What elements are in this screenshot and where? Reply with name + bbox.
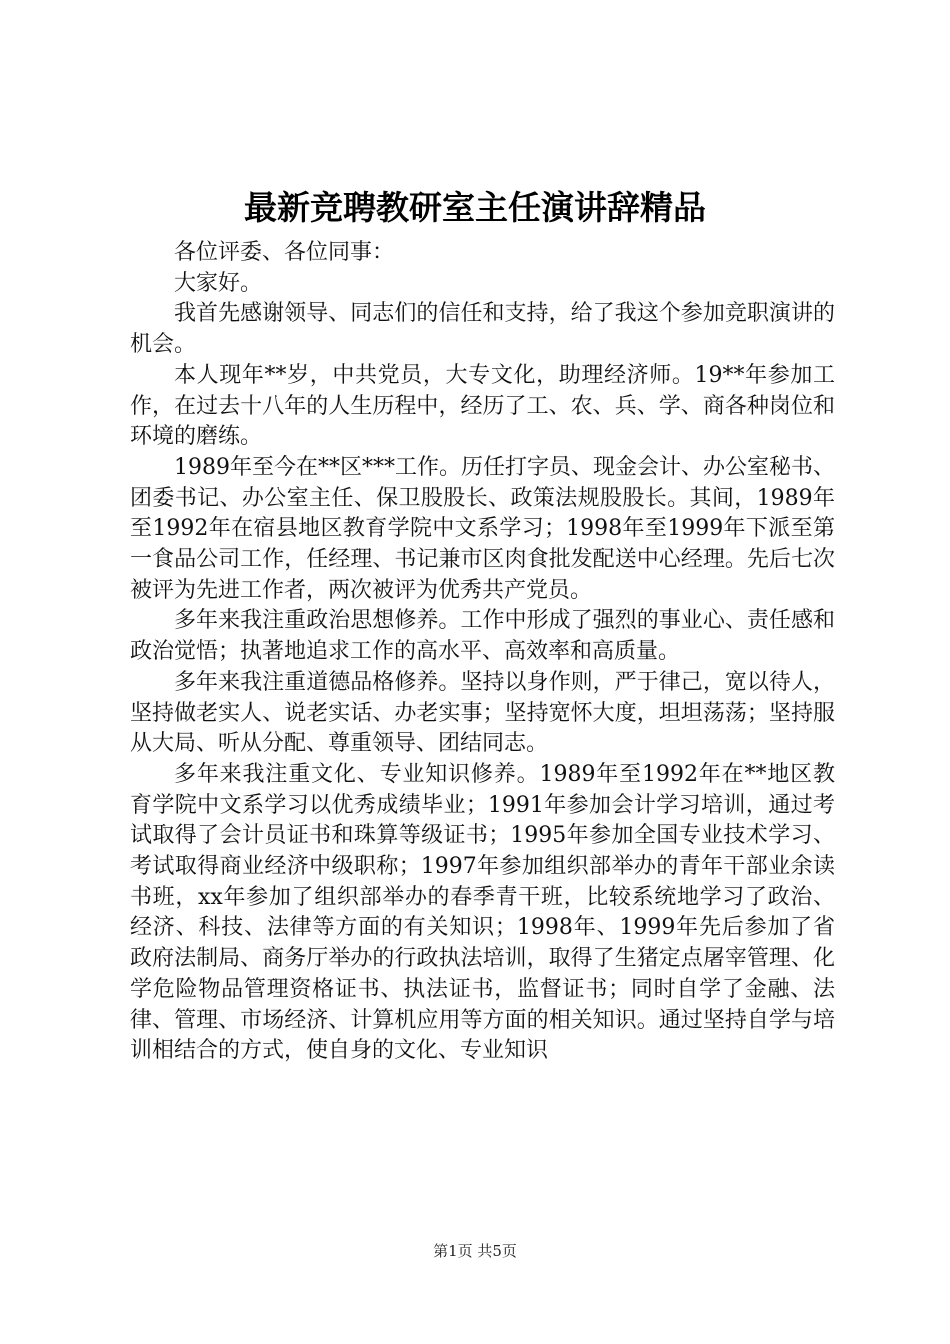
paragraph: 多年来我注重政治思想修养。工作中形成了强烈的事业心、责任感和政治觉悟；执著地追求工作的高水平、高效率和高质量。 <box>130 608 835 665</box>
document-body <box>130 238 835 1067</box>
paragraph: 1989年至今在**区***工作。历任打字员、现金会计、办公室秘书、团委书记、办公室主任、保卫股股长、政策法规股股长。其间，1989年至1992年在宿县地区教育学院中文系学习；1998年至1999年下派至第一食品公司工作，任经理、书记兼市区肉食批发配送中心经理。先后七次被评为先进工作者，两次被评为优秀共产党员。 <box>130 454 835 603</box>
paragraph: 我首先感谢领导、同志们的信任和支持，给了我这个参加竞职演讲的机会。 <box>130 301 835 358</box>
paragraph: 各位评委、各位同事： <box>174 240 395 265</box>
paragraph: 大家好。 <box>174 270 263 296</box>
paragraph: 本人现年**岁，中共党员，大专文化，助理经济师。19**年参加工作，在过去十八年的人生历程中，经历了工、农、兵、学、商各种岗位和环境的磨练。 <box>130 362 835 450</box>
paragraph: 多年来我注重文化、专业知识修养。1989年至1992年在**地区教育学院中文系学习以优秀成绩毕业；1991年参加会计学习培训，通过考试取得了会计员证书和珠算等级证书；1995年参加全国专业技术学习、考试取得商业经济中级职称；1997年参加组织部举办的青年干部业余读书班，xx年参加了组织部举办的春季青干班，比较系统地学习了政治、经济、科技、法律等方面的有关知识；1998年、1999年先后参加了省政府法制局、商务厅举办的行政执法培训，取得了生猪定点屠宰管理、化学危险物品管理资格证书、执法证书，监督证书；同时自学了金融、法律、管理、市场经济、计算机应用等方面的相关知识。通过坚持自学与培训相结合的方式，使自身的文化、专业知识 <box>130 761 835 1064</box>
document-title: 最新竞聘教研室主任演讲辞精品 <box>244 188 706 227</box>
paragraph: 多年来我注重道德品格修养。坚持以身作则，严于律己，宽以待人，坚持做老实人、说老实话、办老实事；坚持宽怀大度，坦坦荡荡；坚持服从大局、听从分配、尊重领导、团结同志。 <box>130 669 835 757</box>
page-footer: 第1页 共5页 <box>433 1242 517 1260</box>
